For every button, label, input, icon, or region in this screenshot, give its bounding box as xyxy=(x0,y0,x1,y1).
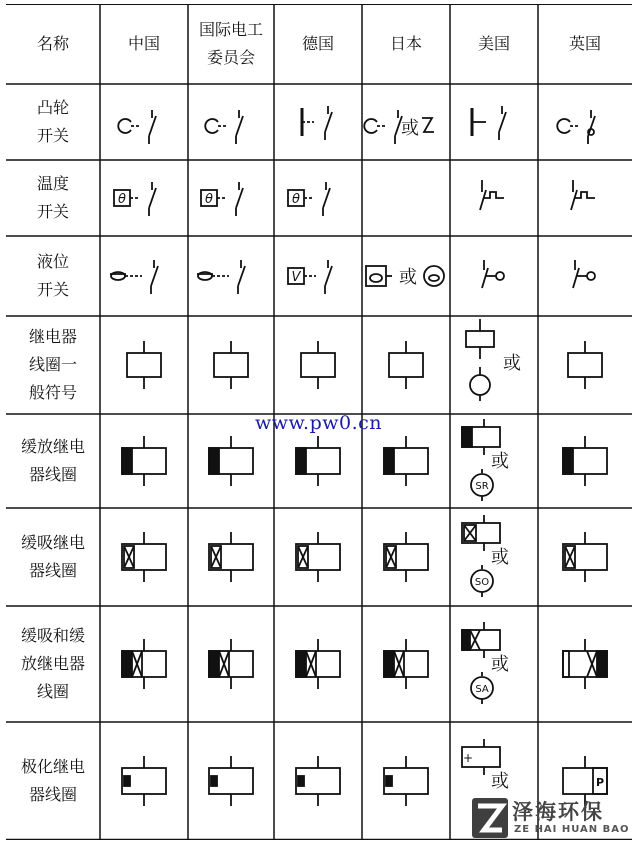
theta-box-text: θ xyxy=(205,192,213,207)
coil-code-text: SR xyxy=(475,481,489,492)
slow-operate-x xyxy=(219,651,229,677)
switch-blade xyxy=(236,188,243,208)
polar-mark xyxy=(386,776,392,786)
slow-release-fill xyxy=(384,651,394,677)
or-text: 或 xyxy=(401,118,419,139)
header-country: 国际电工 委员会 xyxy=(198,20,263,67)
cam-symbol xyxy=(364,119,377,133)
slow-operate-x xyxy=(470,630,480,650)
or-text: 或 xyxy=(399,267,417,288)
level-circle xyxy=(424,266,444,286)
coil-code-text: SA xyxy=(475,684,489,695)
row-label-level-switch: 液位 开关 xyxy=(36,252,69,299)
slow-release-fill xyxy=(122,448,132,474)
brand-logo xyxy=(470,796,636,842)
slow-operate-x xyxy=(565,546,575,568)
header-country: 美国 xyxy=(477,34,510,53)
header-country: 德国 xyxy=(301,34,334,53)
polar-mark xyxy=(211,776,217,786)
or-text: 或 xyxy=(491,654,509,675)
v-box-text: V xyxy=(291,270,301,285)
switch-blade xyxy=(149,116,156,136)
thermal-step xyxy=(575,192,595,198)
slow-release-fill xyxy=(209,651,219,677)
coil-rect xyxy=(568,353,602,377)
slow-operate-x xyxy=(298,546,308,568)
slow-operate-x xyxy=(386,546,396,568)
alt-switch xyxy=(422,118,434,132)
slow-release-fill xyxy=(384,448,394,474)
slow-release-fill xyxy=(122,651,132,677)
or-text: 或 xyxy=(491,547,509,568)
coil-rect xyxy=(301,353,335,377)
inner-box xyxy=(563,651,569,677)
float-ball xyxy=(587,272,595,280)
polar-mark xyxy=(298,776,304,786)
row-label-slow-release: 缓放继电 器线圈 xyxy=(20,437,85,484)
coil-code-text: SO xyxy=(474,577,490,588)
level-box xyxy=(366,266,386,286)
float-symbol xyxy=(370,274,382,282)
slow-operate-x xyxy=(124,546,134,568)
row-label-polarized: 极化继电 器线圈 xyxy=(20,757,85,804)
switch-blade xyxy=(149,188,156,208)
float-symbol xyxy=(429,275,439,281)
cam-symbol xyxy=(205,119,218,133)
switch-blade xyxy=(571,190,577,210)
row-label-temp-switch: 温度 开关 xyxy=(36,174,69,221)
switch-blade xyxy=(482,268,488,288)
polar-p-text: P xyxy=(595,776,605,789)
cam-symbol xyxy=(118,119,131,133)
row-label-cam-switch: 凸轮 开关 xyxy=(36,98,69,145)
switch-blade xyxy=(323,188,330,208)
slow-operate-x xyxy=(132,651,142,677)
float-ball xyxy=(496,272,504,280)
slow-operate-x xyxy=(211,546,221,568)
slow-release-fill xyxy=(462,427,472,447)
coil-rect xyxy=(466,331,494,347)
header-country: 英国 xyxy=(568,34,601,53)
theta-box-text: θ xyxy=(292,192,300,207)
row-label-relay-coil: 继电器 线圈一 般符号 xyxy=(28,327,77,402)
or-text: 或 xyxy=(491,771,509,792)
symbol-drawings xyxy=(110,106,607,806)
header-country: 中国 xyxy=(127,34,160,53)
polar-plus-text: + xyxy=(462,751,474,765)
thermal-step xyxy=(484,192,504,198)
logo-mark-icon xyxy=(470,796,510,840)
theta-box-text: θ xyxy=(118,192,126,207)
switch-blade xyxy=(573,268,579,288)
slow-operate-x xyxy=(306,651,316,677)
switch-blade xyxy=(236,116,243,136)
logo-text-en: ZE HAI HUAN BAO xyxy=(514,824,630,835)
switch-blade xyxy=(499,112,506,132)
coil-circle xyxy=(470,375,490,395)
cam-symbol xyxy=(557,119,570,133)
coil-rect xyxy=(127,353,161,377)
polar-mark xyxy=(124,776,130,786)
slow-release-fill xyxy=(563,448,573,474)
header-name: 名称 xyxy=(36,34,69,53)
coil-rect xyxy=(214,353,248,377)
logo-text-cn: 泽海环保 xyxy=(512,800,604,824)
slow-release-fill xyxy=(209,448,219,474)
slow-release-fill xyxy=(597,651,607,677)
coil-rect xyxy=(462,523,500,543)
slow-operate-x xyxy=(394,651,404,677)
switch-blade xyxy=(480,190,486,210)
switch-blade xyxy=(325,266,332,286)
slow-operate-x xyxy=(464,525,476,541)
row-label-slow-operate: 缓吸继电 器线圈 xyxy=(20,533,85,580)
or-text: 或 xyxy=(491,451,509,472)
switch-blade xyxy=(151,266,158,286)
slow-release-fill xyxy=(462,630,470,650)
header-country: 日本 xyxy=(389,34,422,53)
coil-rect xyxy=(389,353,423,377)
slow-operate-x xyxy=(587,651,597,677)
switch-blade xyxy=(325,112,332,132)
slow-release-fill xyxy=(296,448,306,474)
slow-release-fill xyxy=(296,651,306,677)
or-text: 或 xyxy=(503,353,521,374)
switch-blade xyxy=(238,266,245,286)
watermark-url: www.pw0.cn xyxy=(255,412,383,434)
row-label-slow-op-rel: 缓吸和缓 放继电器 线圈 xyxy=(20,626,85,701)
